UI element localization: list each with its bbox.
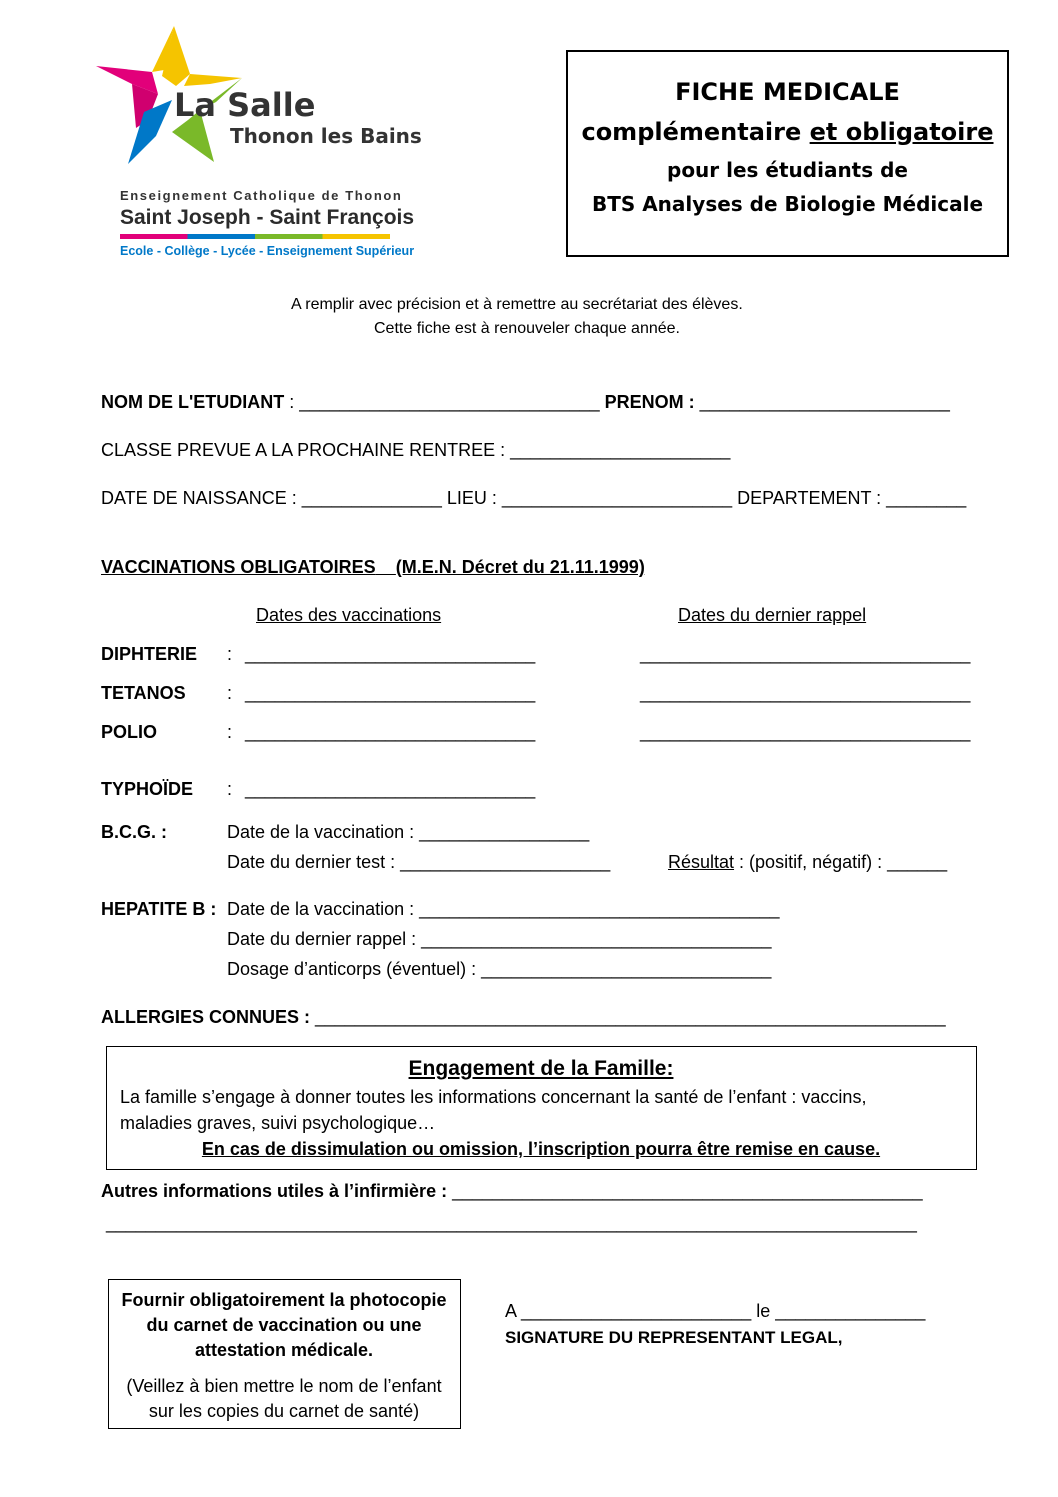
- vacc-date-blank[interactable]: _____________________________: [245, 683, 536, 703]
- naissance-row[interactable]: DATE DE NAISSANCE : ______________ LIEU : _______________________ DEPARTEMENT : ________: [101, 488, 967, 508]
- engagement-text1: La famille s’engage à donner toutes les informations concernant la santé de l’enfant : vaccins,: [120, 1087, 867, 1107]
- engagement-box: [106, 1046, 977, 1170]
- logo-levels: Ecole - Collège - Lycée - Enseignement Supérieur: [120, 244, 415, 258]
- vacc-colon: :: [227, 722, 233, 742]
- vacc-colon: :: [227, 683, 233, 703]
- engagement-warning: En cas de dissimulation ou omission, l’inscription pourra être remise en cause.: [201, 1139, 881, 1159]
- fournir-line4: (Veillez à bien mettre le nom de l’enfant: [126, 1376, 442, 1396]
- fournir-line3: attestation médicale.: [194, 1340, 374, 1360]
- hepatite-dosage[interactable]: Dosage d’anticorps (éventuel) : _____________________________: [227, 959, 772, 979]
- title-line4: BTS Analyses de Biologie Médicale: [591, 192, 984, 216]
- logo-tagline: Enseignement Catholique de Thonon: [120, 188, 403, 203]
- vacc-row-diphterie[interactable]: [101, 644, 1001, 668]
- title-box: [566, 50, 1009, 257]
- prenom-label: PRENOM :: [604, 392, 695, 412]
- logo-schools: Saint Joseph - Saint François: [120, 206, 415, 229]
- classe-row[interactable]: CLASSE PREVUE A LA PROCHAINE RENTREE : ______________________: [101, 440, 731, 460]
- vacc-date-blank[interactable]: _____________________________: [245, 779, 536, 799]
- bcg-result[interactable]: [668, 852, 947, 873]
- title-obligatoire: et obligatoire: [809, 118, 994, 146]
- hepatite-label: HEPATITE B :: [101, 899, 217, 919]
- instructions-line1: A remplir avec précision et à remettre au secrétariat des élèves.: [291, 296, 743, 313]
- autres-blank1[interactable]: _______________________________________________: [447, 1181, 923, 1201]
- rappel-date-blank[interactable]: _________________________________: [640, 722, 971, 742]
- signature-label: SIGNATURE DU REPRESENTANT LEGAL,: [505, 1328, 843, 1347]
- signature-place-date[interactable]: A _______________________ le _______________: [505, 1301, 926, 1321]
- hepatite-rappel-date[interactable]: Date du dernier rappel : ___________________________________: [227, 929, 772, 949]
- vacc-colon: :: [227, 644, 233, 664]
- vacc-label: TETANOS: [101, 683, 186, 703]
- vaccinations-title: VACCINATIONS OBLIGATOIRES: [101, 557, 376, 577]
- logo-color-bar: [120, 234, 390, 239]
- vacc-label: TYPHOÏDE: [101, 779, 194, 799]
- nom-label: NOM DE L'ETUDIANT: [101, 392, 285, 412]
- vacc-row-typhoide[interactable]: [101, 779, 701, 803]
- title-line3: pour les étudiants de: [667, 158, 908, 182]
- autres-blank2[interactable]: _________________________________________________________________________________: [106, 1213, 917, 1233]
- bcg-result-label: Résultat: [668, 852, 735, 872]
- col-dates-rappel: Dates du dernier rappel: [678, 605, 867, 625]
- vacc-row-polio[interactable]: [101, 722, 1001, 746]
- engagement-title: Engagement de la Famille:: [408, 1057, 674, 1080]
- bcg-result-blank[interactable]: : (positif, négatif) : ______: [734, 852, 948, 872]
- engagement-text2: maladies graves, suivi psychologique…: [120, 1113, 436, 1133]
- bcg-vaccination-date[interactable]: Date de la vaccination : _________________: [227, 822, 590, 842]
- vacc-label: DIPHTERIE: [101, 644, 198, 664]
- vacc-colon: :: [227, 779, 233, 799]
- autres-label: Autres informations utiles à l’infirmière :: [101, 1181, 448, 1201]
- allergies-row[interactable]: [101, 1007, 946, 1028]
- fournir-line5: sur les copies du carnet de santé): [148, 1401, 420, 1421]
- vacc-date-blank[interactable]: _____________________________: [245, 722, 536, 742]
- allergies-label: ALLERGIES CONNUES :: [101, 1007, 311, 1027]
- rappel-date-blank[interactable]: _________________________________: [640, 683, 971, 703]
- vacc-row-tetanos[interactable]: [101, 683, 1001, 707]
- title-fiche-medicale: FICHE MEDICALE: [675, 78, 900, 106]
- rappel-date-blank[interactable]: _________________________________: [640, 644, 971, 664]
- col-dates-vaccinations: Dates des vaccinations: [256, 605, 442, 625]
- fournir-box: [108, 1279, 461, 1429]
- vaccinations-decree: (M.E.N. Décret du 21.11.1999): [395, 557, 645, 577]
- bcg-label: B.C.G. :: [101, 822, 167, 842]
- title-complementaire: complémentaire: [581, 118, 810, 146]
- logo-name: La Salle: [174, 86, 316, 124]
- logo-city: Thonon les Bains: [230, 124, 422, 148]
- prenom-blank[interactable]: _________________________: [694, 392, 950, 412]
- autres-row[interactable]: [101, 1181, 923, 1202]
- title-line2: [568, 118, 1007, 146]
- nom-blank[interactable]: : ______________________________: [284, 392, 605, 412]
- vacc-date-blank[interactable]: _____________________________: [245, 644, 536, 664]
- school-logo: [92, 24, 422, 264]
- identity-nom-row[interactable]: [101, 392, 950, 413]
- vaccinations-heading: [101, 557, 645, 578]
- fournir-line1: Fournir obligatoirement la photocopie: [121, 1290, 447, 1310]
- hepatite-vaccination-date[interactable]: Date de la vaccination : ____________________________________: [227, 899, 780, 919]
- vacc-label: POLIO: [101, 722, 158, 742]
- instructions-line2: Cette fiche est à renouveler chaque année.: [374, 320, 680, 337]
- bcg-test-date[interactable]: Date du dernier test : _____________________: [227, 852, 611, 872]
- fournir-line2: du carnet de vaccination ou une: [146, 1315, 422, 1335]
- allergies-blank[interactable]: _______________________________________________________________: [310, 1007, 946, 1027]
